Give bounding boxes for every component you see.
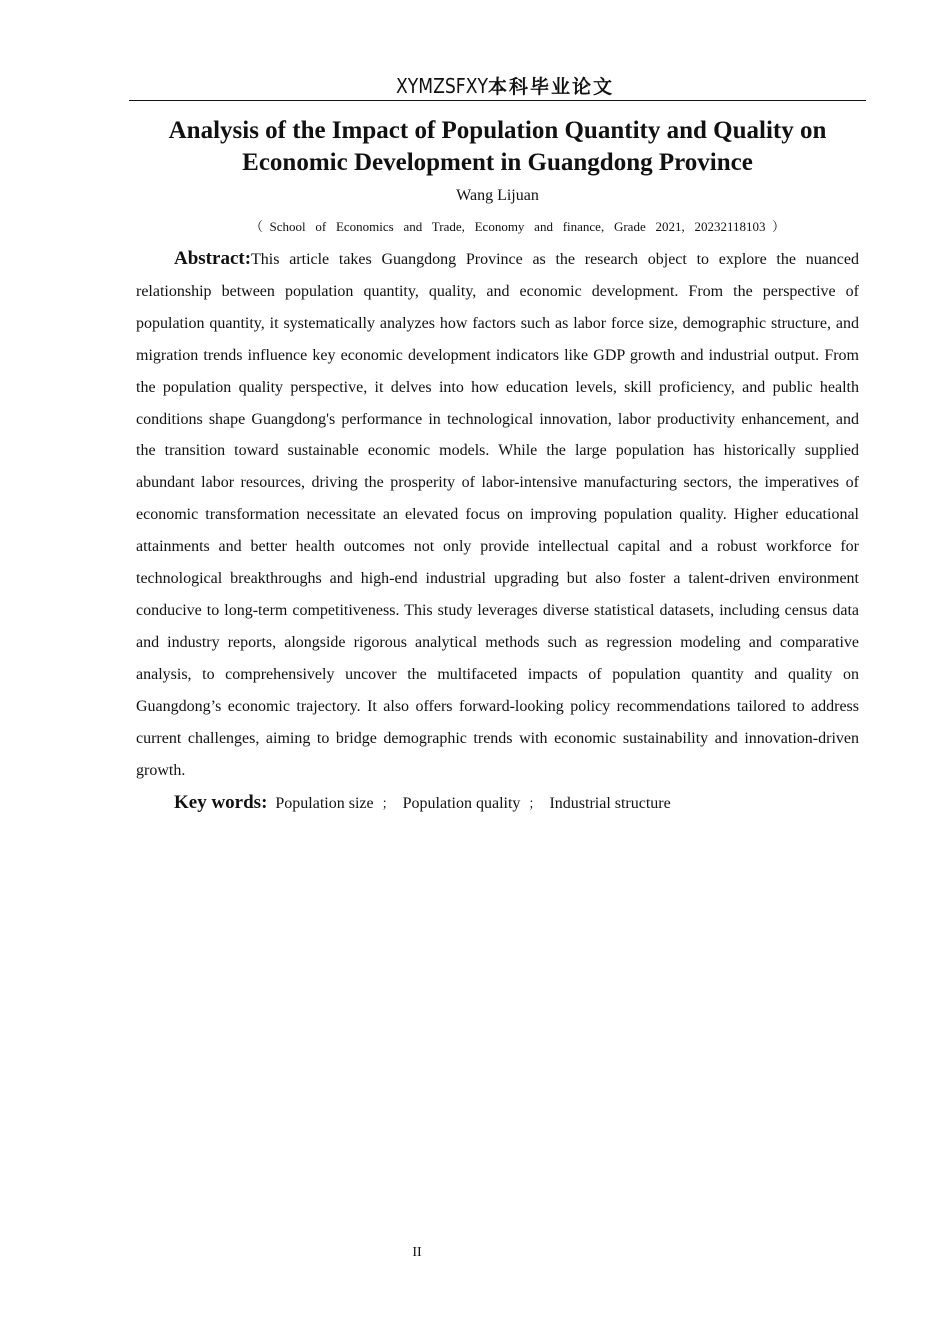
keyword-item: Population quality (402, 795, 521, 812)
keywords-line (174, 789, 859, 818)
page-number: II (412, 1245, 422, 1260)
abstract-label: Abstract: (174, 248, 252, 269)
keyword-separator: ； (381, 796, 395, 811)
author-affiliation: （School of Economics and Trade, Economy and finance, Grade 2021, 20232118103） (250, 219, 785, 234)
keyword-item: Industrial structure (549, 795, 671, 812)
keyword-separator: ； (528, 796, 542, 811)
header-prefix: XYMZSFXY (395, 74, 488, 98)
keyword-item: Population size (275, 795, 374, 812)
abstract-text: This article takes Guangdong Province as the research object to explore the nuanced relationship between population quantity, quality, and economic development. From the perspective of population quantity, it systematically analyzes how factors such as labor force size, demographic structure, and migration trends influence key economic development indicators like GDP growth and industrial output. From the population quality perspective, it delves into how education levels, skill proficiency, and public health conditions shape Guangdong's performance in technological innovation, labor productivity enhancement, and the transition toward sustainable economic models. While the large population has historically supplied abundant labor resources, driving the prosperity of labor-intensive manufacturing sectors, the imperatives of economic transformation necessitate an elevated focus on improving population quality. Higher educational attainments and better health outcomes not only provide intellectual capital and a robust workforce for technological breakthroughs and high-end industrial upgrading but also foster a talent-driven environment conducive to long-term competitiveness. This study leverages diverse statistical datasets, including census data and industry reports, alongside rigorous analytical methods such as regression modeling and comparative analysis, to comprehensively uncover the multifaceted impacts of population quantity and quality on Guangdong’s economic trajectory. It also offers forward-looking policy recommendations tailored to address current challenges, aiming to bridge demographic trends with economic sustainability and innovation-driven growth. (136, 251, 859, 779)
paper-title: Analysis of the Impact of Population Quantity and Quality on Economic Development in Guangdong Province (168, 117, 827, 176)
header-suffix: 本科毕业论文 (487, 77, 614, 98)
abstract-paragraph (136, 243, 859, 786)
author-name: Wang Lijuan (456, 187, 539, 204)
running-header (129, 72, 866, 102)
header-rule (129, 100, 866, 101)
keywords-label: Key words: (174, 792, 268, 813)
